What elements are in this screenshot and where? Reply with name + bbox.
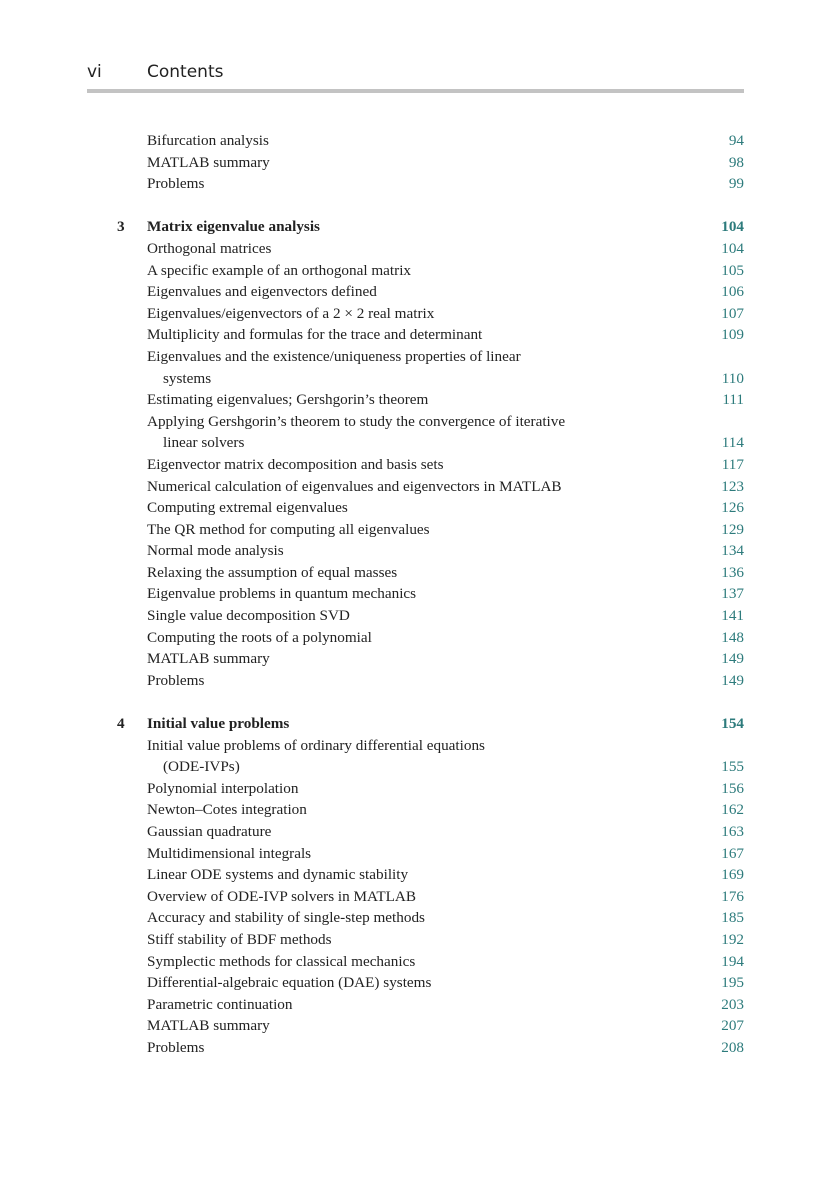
entry-page[interactable]: 176 <box>721 887 744 905</box>
entry-title[interactable]: Computing the roots of a polynomial <box>147 628 372 646</box>
entry-page[interactable]: 167 <box>721 844 744 862</box>
toc-entry[interactable] <box>87 260 744 282</box>
toc-entry[interactable] <box>87 432 744 454</box>
toc-entry[interactable] <box>87 735 744 757</box>
entry-title[interactable]: Symplectic methods for classical mechanics <box>147 952 416 970</box>
table-of-contents <box>87 130 744 1059</box>
toc-entry[interactable] <box>87 346 744 368</box>
entry-title[interactable]: Problems <box>147 175 205 193</box>
entry-page[interactable]: 141 <box>721 607 744 625</box>
entry-page[interactable]: 129 <box>721 520 744 538</box>
entry-page[interactable]: 194 <box>721 952 744 970</box>
entry-title[interactable]: Multiplicity and formulas for the trace and determinant <box>147 326 483 344</box>
entry-title[interactable]: linear solvers <box>163 434 245 452</box>
entry-title[interactable]: Polynomial interpolation <box>147 779 299 797</box>
entry-page[interactable]: 106 <box>721 283 744 301</box>
toc-entry[interactable] <box>87 907 744 929</box>
toc-entry[interactable] <box>87 519 744 541</box>
entry-title[interactable]: Initial value problems of ordinary differential equations <box>147 736 485 754</box>
entry-title[interactable]: Eigenvalues and the existence/uniqueness properties of linear <box>147 347 521 365</box>
entry-page[interactable]: 126 <box>721 499 744 517</box>
entry-page[interactable]: 117 <box>721 455 744 473</box>
entry-page[interactable]: 98 <box>728 153 744 171</box>
entry-title[interactable]: Stiff stability of BDF methods <box>147 930 332 948</box>
toc-entry[interactable] <box>87 929 744 951</box>
toc-entry[interactable] <box>87 389 744 411</box>
toc-entry[interactable] <box>87 476 744 498</box>
entry-title[interactable]: Accuracy and stability of single-step methods <box>147 909 425 927</box>
entry-title[interactable]: Bifurcation analysis <box>147 132 269 149</box>
toc-entry[interactable] <box>87 324 744 346</box>
entry-title[interactable]: Eigenvalues/eigenvectors of a 2 × 2 real matrix <box>147 304 435 322</box>
entry-page[interactable]: 185 <box>721 909 744 927</box>
entry-title[interactable]: Problems <box>147 671 205 689</box>
entry-page[interactable]: 163 <box>721 823 744 840</box>
entry-title[interactable]: Eigenvalues and eigenvectors defined <box>147 283 377 301</box>
chapter-entry[interactable] <box>87 713 744 735</box>
entry-title[interactable]: Problems <box>147 1038 205 1056</box>
entry-title[interactable]: (ODE-IVPs) <box>163 758 240 776</box>
chapter-entry[interactable] <box>87 216 744 238</box>
entry-title[interactable]: Overview of ODE-IVP solvers in MATLAB <box>147 887 416 905</box>
toc-entry[interactable] <box>87 886 744 908</box>
blank-line <box>87 691 744 713</box>
toc-entry[interactable] <box>87 799 744 821</box>
entry-title[interactable]: Computing extremal eigenvalues <box>147 499 348 517</box>
entry-page[interactable]: 195 <box>721 974 744 992</box>
toc-entry[interactable] <box>87 238 744 260</box>
toc-entry[interactable] <box>87 411 744 433</box>
entry-title[interactable]: Applying Gershgorin’s theorem to study the convergence of iterative <box>147 412 566 430</box>
chapter-title: Initial value problems <box>147 715 290 733</box>
toc-entry[interactable] <box>87 281 744 303</box>
running-header <box>87 60 744 86</box>
toc-entry[interactable] <box>87 1015 744 1037</box>
toc-entry[interactable] <box>87 778 744 800</box>
chapter-page: 104 <box>721 218 744 236</box>
entry-title[interactable]: MATLAB summary <box>147 1017 270 1035</box>
toc-entry[interactable] <box>87 368 744 390</box>
blank-line <box>87 195 744 217</box>
entry-page[interactable]: 148 <box>721 628 744 646</box>
entry-page[interactable]: 111 <box>722 391 744 409</box>
entry-page[interactable]: 105 <box>721 261 744 279</box>
entry-page[interactable]: 207 <box>721 1017 744 1035</box>
entry-title[interactable]: Multidimensional integrals <box>147 844 312 862</box>
toc-entry[interactable] <box>87 670 744 692</box>
running-title: Contents <box>147 62 224 82</box>
entry-page[interactable]: 162 <box>721 801 744 819</box>
entry-title[interactable]: Differential-algebraic equation (DAE) systems <box>147 974 432 992</box>
entry-title[interactable]: MATLAB summary <box>147 650 270 668</box>
entry-title[interactable]: Numerical calculation of eigenvalues and eigenvectors in MATLAB <box>147 477 562 495</box>
entry-title[interactable]: MATLAB summary <box>147 153 270 171</box>
toc-entry[interactable] <box>87 1037 744 1059</box>
entry-page[interactable]: 114 <box>721 434 744 452</box>
entry-page[interactable]: 149 <box>721 671 744 689</box>
toc-entry[interactable] <box>87 843 744 865</box>
entry-title[interactable]: Relaxing the assumption of equal masses <box>147 563 398 581</box>
entry-page[interactable]: 155 <box>721 758 744 776</box>
toc-entry[interactable] <box>87 864 744 886</box>
entry-page[interactable]: 104 <box>721 239 744 257</box>
entry-page[interactable]: 110 <box>721 369 744 387</box>
toc-entry[interactable] <box>87 756 744 778</box>
toc-entry[interactable] <box>87 648 744 670</box>
toc-entry[interactable] <box>87 821 744 843</box>
header-rule <box>87 89 744 93</box>
toc-entry[interactable] <box>87 173 744 195</box>
entry-title[interactable]: Estimating eigenvalues; Gershgorin’s theorem <box>147 391 429 409</box>
toc-entry[interactable] <box>87 497 744 519</box>
page-number: vi <box>87 62 102 82</box>
toc-entry[interactable] <box>87 303 744 325</box>
entry-page[interactable]: 94 <box>728 132 744 149</box>
entry-page[interactable]: 109 <box>721 326 744 344</box>
entry-title[interactable]: Parametric continuation <box>147 995 293 1013</box>
toc-entry[interactable] <box>87 454 744 476</box>
entry-page[interactable]: 123 <box>721 477 744 495</box>
entry-title[interactable]: Single value decomposition SVD <box>147 607 350 625</box>
entry-title[interactable]: Eigenvalue problems in quantum mechanics <box>147 585 417 603</box>
entry-title[interactable]: systems <box>163 369 212 387</box>
entry-page[interactable]: 192 <box>721 930 744 948</box>
toc-entry[interactable] <box>87 972 744 994</box>
toc-entry[interactable] <box>87 605 744 627</box>
entry-page[interactable]: 99 <box>728 175 744 193</box>
toc-entry[interactable] <box>87 152 744 174</box>
entry-page[interactable]: 136 <box>721 563 744 581</box>
toc-entry[interactable] <box>87 130 744 152</box>
toc-entry[interactable] <box>87 627 744 649</box>
toc-entry[interactable] <box>87 951 744 973</box>
entry-page[interactable]: 169 <box>721 866 744 884</box>
entry-title[interactable]: Linear ODE systems and dynamic stability <box>147 866 409 884</box>
entry-title[interactable]: Normal mode analysis <box>147 542 284 560</box>
chapter-number: 3 <box>117 218 125 236</box>
chapter-title: Matrix eigenvalue analysis <box>147 218 320 236</box>
toc-entry[interactable] <box>87 562 744 584</box>
entry-page[interactable]: 134 <box>721 542 744 560</box>
chapter-number: 4 <box>117 715 125 733</box>
entry-title[interactable]: A specific example of an orthogonal matrix <box>147 261 412 279</box>
entry-title[interactable]: Eigenvector matrix decomposition and basis sets <box>147 455 444 473</box>
entry-page[interactable]: 208 <box>721 1038 744 1056</box>
toc-entry[interactable] <box>87 583 744 605</box>
entry-title[interactable]: Newton–Cotes integration <box>147 801 307 819</box>
entry-page[interactable]: 203 <box>721 995 744 1013</box>
toc-entry[interactable] <box>87 994 744 1016</box>
entry-page[interactable]: 149 <box>721 650 744 668</box>
entry-title[interactable]: Gaussian quadrature <box>147 823 272 840</box>
chapter-page: 154 <box>721 715 744 733</box>
entry-page[interactable]: 107 <box>721 304 744 322</box>
toc-entry[interactable] <box>87 540 744 562</box>
entry-page[interactable]: 137 <box>721 585 744 603</box>
entry-title[interactable]: The QR method for computing all eigenvalues <box>147 520 430 538</box>
entry-title[interactable]: Orthogonal matrices <box>147 239 272 257</box>
entry-page[interactable]: 156 <box>721 779 744 797</box>
